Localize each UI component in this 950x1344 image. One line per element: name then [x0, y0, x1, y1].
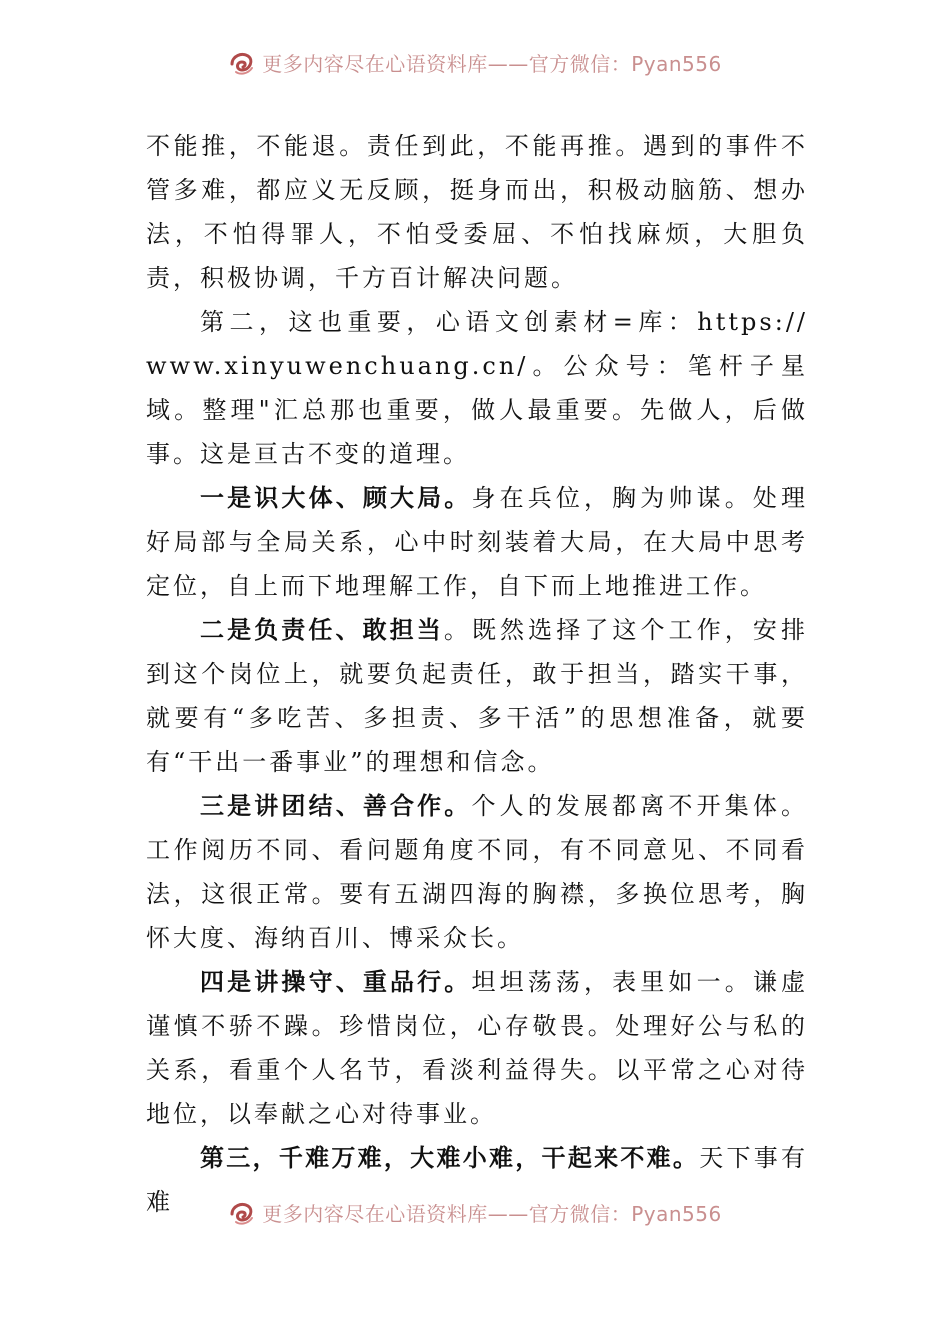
- paragraph-2-line-1: 第二，这也重要，心语文创素材=库：https://: [200, 308, 808, 336]
- paragraph-7-text: 天下事有难: [146, 1144, 809, 1216]
- footer-banner: [0, 1202, 950, 1242]
- paragraph-4-heading: 二是负责任、敢担当: [200, 616, 444, 644]
- paragraph-5-heading: 三是讲团结、善合作。: [200, 792, 472, 820]
- swirl-logo-icon: [228, 1202, 256, 1226]
- paragraph-4: [146, 608, 808, 784]
- footer-banner-text: 更多内容尽在心语资料库——官方微信：Pyan556: [262, 1202, 722, 1226]
- paragraph-3-text: 身在兵位，胸为帅谋。处理好局部与全局关系，心中时刻装着大局，在大局中思考定位，自上而下地理解工作，自下而上地推进工作。: [146, 484, 809, 600]
- swirl-logo-icon: [228, 52, 256, 76]
- paragraph-1: 不能推，不能退。责任到此，不能再推。遇到的事件不管多难，都应义无反顾，挺身而出，积极动脑筋、想办法，不怕得罪人，不怕受委屈、不怕找麻烦，大胆负责，积极协调，千方百计解决问题。: [146, 132, 808, 292]
- paragraph-6-heading: 四是讲操守、重品行。: [200, 968, 472, 996]
- paragraph-6-text: 坦坦荡荡，表里如一。谦虚谨慎不骄不躁。珍惜岗位，心存敬畏。处理好公与私的关系，看重个人名节，看淡利益得失。以平常之心对待地位，以奉献之心对待事业。: [146, 968, 809, 1128]
- paragraph-7-heading: 第三，千难万难，大难小难，干起来不难。: [200, 1144, 700, 1172]
- paragraph-3: [146, 476, 808, 608]
- header-banner-text: 更多内容尽在心语资料库——官方微信：Pyan556: [262, 52, 722, 76]
- paragraph-3-heading: 一是识大体、顾大局。: [200, 484, 472, 512]
- paragraph-6: [146, 960, 808, 1136]
- paragraph-5-text: 个人的发展都离不开集体。工作阅历不同、看问题角度不同，有不同意见、不同看法，这很正常。要有五湖四海的胸襟，多换位思考，胸怀大度、海纳百川、博采众长。: [146, 792, 809, 952]
- header-banner: [0, 52, 950, 92]
- paragraph-5: [146, 784, 808, 960]
- paragraph-4-text: 。既然选择了这个工作，安排到这个岗位上，就要负起责任，敢于担当，踏实干事，就要有“多吃苦、多担责、多干活”的思想准备，就要有“干出一番事业”的理想和信念。: [146, 616, 809, 776]
- document-body: [146, 124, 808, 1224]
- paragraph-2-rest: www.xinyuwenchuang.cn/。公众号：笔杆子星域。整理"汇总那也重要，做人最重要。先做人，后做事。这是亘古不变的道理。: [146, 352, 808, 468]
